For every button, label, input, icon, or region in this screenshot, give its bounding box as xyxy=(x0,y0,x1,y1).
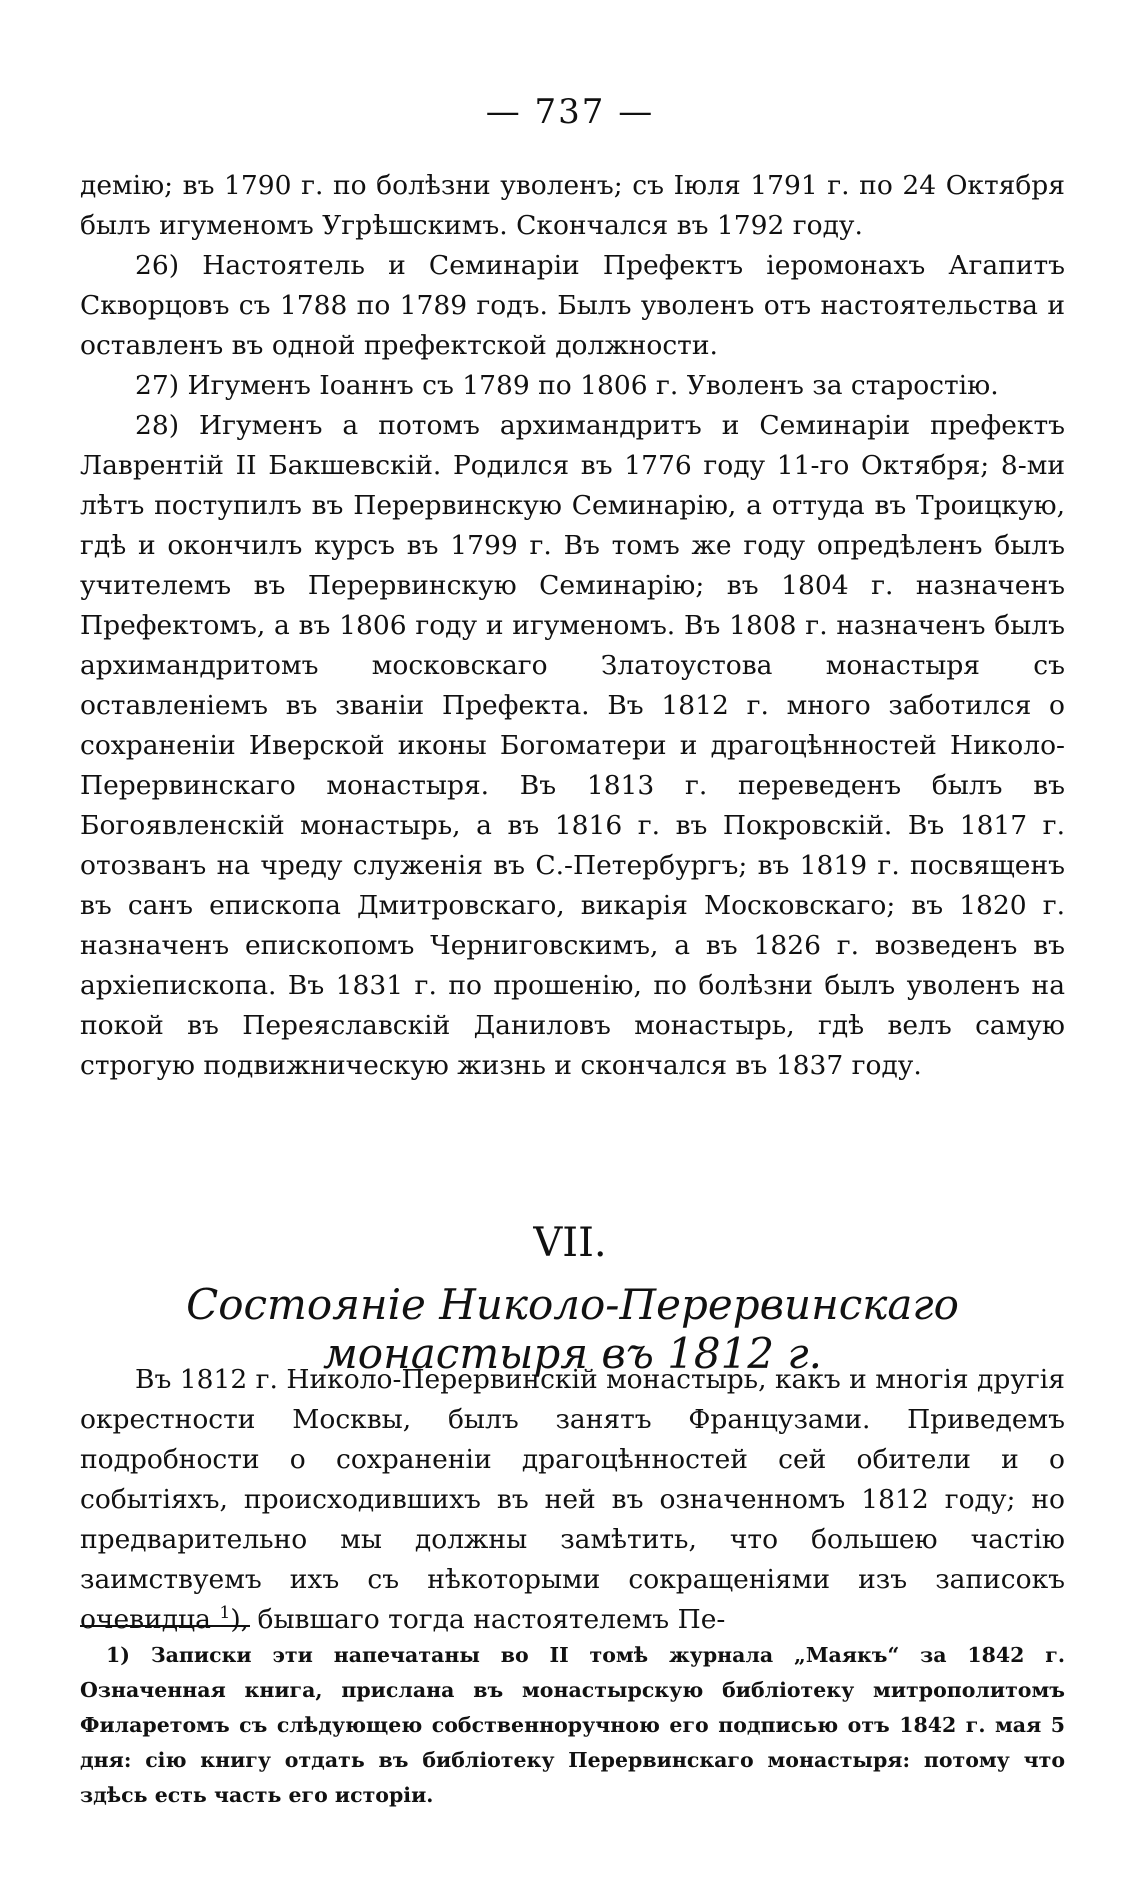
paragraph-section-intro-text: Въ 1812 г. Николо-Перервинскій монастырь, какъ и многія другія окрестности Москвы, былъ занятъ Французами. Приведемъ подробности о сохраненіи драгоцѣнностей сей обители и о событіяхъ, происходившихъ въ ней въ означенномъ 1812 году; но предварительно мы должны замѣтить, что большею частію заимствуемъ ихъ съ нѣкоторыми сокращеніями изъ записокъ очевидца xyxy=(80,1364,1065,1635)
top-text-block xyxy=(80,166,1065,1086)
section-title: Состояніе Николо-Перервинскаго монастыря въ 1812 г. xyxy=(186,1280,959,1378)
bottom-text-block xyxy=(80,1360,1065,1640)
paragraph-entry-28: 28) Игуменъ а потомъ архимандритъ и Семинаріи префектъ Лаврентій II Бакшевскій. Родился въ 1776 году 11-го Октября; 8-ми лѣтъ поступилъ въ Перервинскую Семинарію, а оттуда въ Троицкую, гдѣ и окончилъ курсъ въ 1799 г. Въ томъ же году опредѣленъ былъ учителемъ въ Перервинскую Семинарію; въ 1804 г. назначенъ Префектомъ, а въ 1806 году и игуменомъ. Въ 1808 г. назначенъ былъ архимандритомъ московскаго Златоустова монастыря съ оставленіемъ въ званіи Префекта. Въ 1812 г. много заботился о сохраненіи Иверской иконы Богоматери и драгоцѣнностей Николо-Перервинскаго монастыря. Въ 1813 г. переведенъ былъ въ Богоявленскій монастырь, а въ 1816 г. въ Покровскій. Въ 1817 г. отозванъ на чреду служенія въ С.-Петербургъ; въ 1819 г. посвященъ въ санъ епископа Дмитровскаго, викарія Московскаго; въ 1820 г. назначенъ епископомъ Черниговскимъ, а въ 1826 г. возведенъ въ архіепископа. Въ 1831 г. по прошенію, по болѣзни былъ уволенъ на покой въ Переяславскій Даниловъ монастырь, гдѣ велъ самую строгую подвижническую жизнь и скончался въ 1837 году. xyxy=(80,410,1065,1081)
footnote xyxy=(80,1638,1065,1813)
paragraph-entry-27: 27) Игуменъ Іоаннъ съ 1789 по 1806 г. Уволенъ за старостію. xyxy=(135,370,999,401)
paragraph-section-intro xyxy=(80,1360,1065,1640)
paragraph-continuation: демію; въ 1790 г. по болѣзни уволенъ; съ Іюля 1791 г. по 24 Октября былъ игуменомъ Угрѣшскимъ. Скончался въ 1792 году. xyxy=(80,170,1065,241)
paragraph-entry-26: 26) Настоятель и Семинаріи Префектъ іеромонахъ Агапитъ Скворцовъ съ 1788 по 1789 годъ. Былъ уволенъ отъ настоятельства и оставленъ въ одной префектской должности. xyxy=(80,250,1065,361)
page-number: — 737 — xyxy=(485,92,655,132)
footnote-divider xyxy=(80,1625,250,1627)
section-numeral: VII. xyxy=(533,1220,607,1266)
footnote-text: 1) Записки эти напечатаны во II томѣ журнала „Маякъ“ за 1842 г. Означенная книга, прислана въ монастырскую библіотеку митрополитомъ Филаретомъ съ слѣдующею собственноручною его подписью отъ 1842 г. мая 5 дня: сію книгу отдать въ библіотеку Перервинскаго монастыря: потому что здѣсь есть часть его исторіи. xyxy=(80,1643,1065,1807)
footnote-reference[interactable]: 1 xyxy=(219,1603,231,1624)
paragraph-section-intro-end: ), бывшаго тогда настоятелемъ Пе- xyxy=(230,1604,726,1635)
